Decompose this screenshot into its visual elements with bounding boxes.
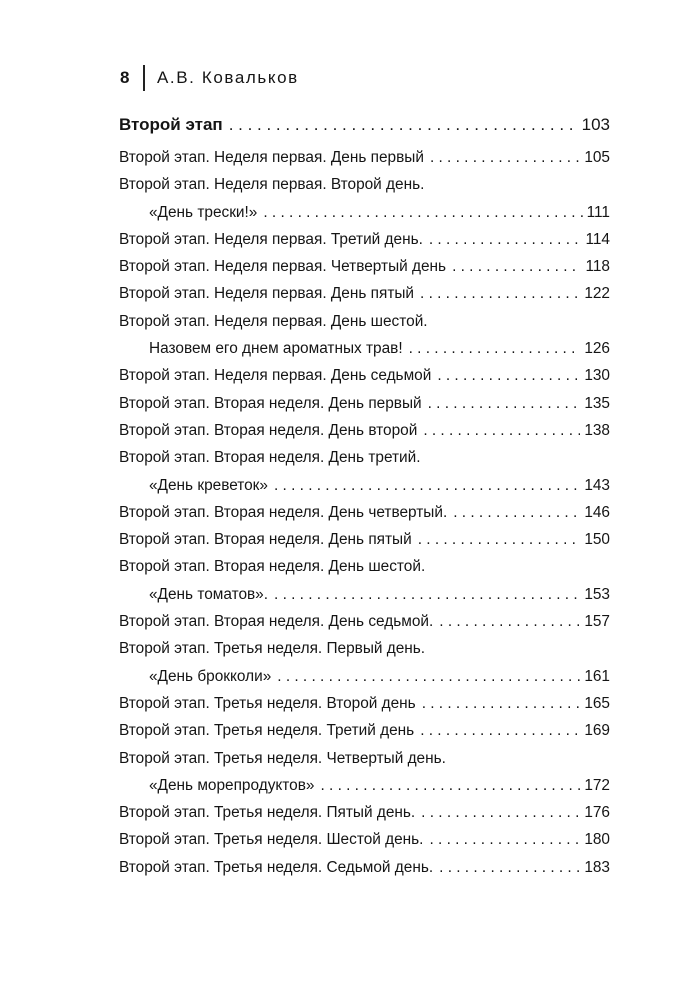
header-divider — [143, 65, 145, 91]
toc-entry-page: 111 — [586, 203, 610, 221]
toc-entry — [119, 690, 610, 717]
dot-leader — [439, 854, 580, 881]
toc-entry — [119, 444, 610, 499]
toc-entry-title: Второй этап. Неделя первая. Третий день. — [119, 230, 423, 248]
toc-entry-page: 153 — [584, 585, 610, 603]
running-head — [120, 64, 299, 92]
toc-entry — [119, 253, 610, 280]
toc-entry-title: «День морепродуктов» — [149, 776, 315, 794]
toc-entry-page: 138 — [584, 421, 610, 439]
toc-entry-title: Второй этап. Неделя первая. День шестой. — [119, 312, 428, 330]
toc-entry-page: 161 — [584, 667, 610, 685]
toc-entry-line — [119, 608, 610, 635]
dot-leader — [409, 335, 581, 362]
toc-entry-title: Второй этап. Вторая неделя. День третий. — [119, 449, 421, 467]
toc-entry-title: Второй этап. Третья неделя. Седьмой день. — [119, 858, 434, 876]
toc-entry-page: 114 — [585, 230, 610, 248]
toc-entry-line — [119, 253, 610, 280]
toc-section-page: 103 — [581, 115, 610, 134]
toc-entry-line — [119, 417, 610, 444]
dot-leader — [263, 199, 582, 226]
dot-leader — [421, 799, 580, 826]
toc-entry — [119, 635, 610, 690]
toc-entry — [119, 553, 610, 608]
toc-section-title: Второй этап — [119, 115, 223, 134]
toc-entry-page: 183 — [584, 858, 610, 876]
toc-entry-title: Второй этап. Третья неделя. Третий день — [119, 722, 415, 740]
toc-entry-title: Второй этап. Вторая неделя. День второй — [119, 421, 418, 439]
toc-entry-title: Второй этап. Вторая неделя. День четвертый. — [119, 503, 448, 521]
toc-entry — [119, 717, 610, 744]
toc-entry-line — [119, 171, 610, 198]
table-of-contents — [119, 110, 610, 881]
toc-entry-page: 180 — [584, 831, 610, 849]
toc-entry — [119, 171, 610, 226]
toc-entry-title: Второй этап. Третья неделя. Второй день — [119, 694, 416, 712]
author-name: А.В. Ковальков — [156, 68, 299, 87]
toc-entry-line — [119, 553, 610, 580]
toc-entry-line — [119, 335, 610, 362]
toc-entry-page: 176 — [584, 804, 610, 822]
toc-entry-page: 169 — [584, 722, 610, 740]
toc-entry — [119, 799, 610, 826]
toc-entry-line — [119, 444, 610, 471]
dot-leader — [229, 110, 578, 139]
toc-entry-line — [119, 362, 610, 389]
dot-leader — [453, 499, 580, 526]
toc-section-heading — [119, 110, 610, 139]
dot-leader — [428, 390, 581, 417]
toc-entry-title: «День трески!» — [149, 203, 258, 221]
dot-leader — [430, 144, 580, 171]
toc-entry-title: Назовем его днем ароматных трав! — [149, 340, 403, 358]
dot-leader — [423, 417, 580, 444]
toc-entry-line — [119, 635, 610, 662]
toc-entry-title: Второй этап. Неделя первая. День седьмой — [119, 367, 432, 385]
toc-entry-page: 135 — [584, 394, 610, 412]
dot-leader — [274, 581, 580, 608]
toc-entry-title: Второй этап. Вторая неделя. День седьмой. — [119, 613, 434, 631]
toc-entry — [119, 417, 610, 444]
toc-entry-page: 122 — [584, 285, 610, 303]
toc-entry — [119, 826, 610, 853]
toc-entry — [119, 608, 610, 635]
toc-entry — [119, 390, 610, 417]
toc-entry — [119, 526, 610, 553]
toc-entry-title: Второй этап. Вторая неделя. День шестой. — [119, 558, 426, 576]
dot-leader — [274, 472, 580, 499]
toc-entry-line — [119, 390, 610, 417]
dot-leader — [420, 717, 580, 744]
toc-entry-title: Второй этап. Третья неделя. Первый день. — [119, 640, 426, 658]
toc-entry — [119, 854, 610, 881]
dot-leader — [439, 608, 580, 635]
toc-entry-title: «День брокколи» — [149, 667, 272, 685]
toc-entry-line — [119, 144, 610, 171]
toc-entry-line — [119, 472, 610, 499]
toc-entry-line — [119, 745, 610, 772]
dot-leader — [452, 253, 581, 280]
toc-entry-page: 126 — [584, 340, 610, 358]
dot-leader — [277, 663, 580, 690]
toc-entry-line — [119, 581, 610, 608]
toc-entry-line — [119, 308, 610, 335]
page-number: 8 — [120, 68, 130, 87]
toc-entry-line — [119, 226, 610, 253]
dot-leader — [422, 690, 581, 717]
toc-entry-title: Второй этап. Неделя первая. День пятый — [119, 285, 415, 303]
toc-entries — [119, 144, 610, 881]
toc-entry — [119, 280, 610, 307]
toc-entry-page: 146 — [584, 503, 610, 521]
dot-leader — [420, 280, 580, 307]
toc-entry-line — [119, 199, 610, 226]
toc-entry-line — [119, 799, 610, 826]
toc-entry-title: Второй этап. Неделя первая. День первый — [119, 149, 424, 166]
toc-entry-page: 172 — [584, 776, 610, 794]
toc-entry-line — [119, 526, 610, 553]
toc-entry-line — [119, 826, 610, 853]
toc-entry-title: «День томатов». — [149, 585, 269, 603]
toc-entry — [119, 499, 610, 526]
dot-leader — [320, 772, 580, 799]
toc-entry — [119, 308, 610, 363]
toc-entry-page: 130 — [584, 367, 610, 385]
dot-leader — [418, 526, 581, 553]
toc-entry-page: 150 — [584, 531, 610, 549]
toc-entry-line — [119, 854, 610, 881]
toc-entry — [119, 362, 610, 389]
toc-entry-title: Второй этап. Третья неделя. Шестой день. — [119, 831, 424, 849]
toc-entry-page: 143 — [584, 476, 610, 494]
toc-entry-title: Второй этап. Третья неделя. Пятый день. — [119, 804, 416, 822]
toc-entry-line — [119, 280, 610, 307]
dot-leader — [429, 826, 580, 853]
toc-entry-line — [119, 690, 610, 717]
toc-entry-line — [119, 499, 610, 526]
toc-entry-page: 118 — [585, 258, 610, 276]
toc-entry-page: 157 — [584, 613, 610, 631]
toc-entry-line — [119, 772, 610, 799]
dot-leader — [429, 226, 582, 253]
toc-entry — [119, 144, 610, 171]
toc-entry — [119, 745, 610, 800]
toc-entry-title: Второй этап. Неделя первая. Четвертый день — [119, 258, 447, 276]
toc-entry-page: 105 — [584, 149, 610, 166]
toc-entry-title: Второй этап. Вторая неделя. День пятый — [119, 531, 412, 549]
toc-entry-title: «День креветок» — [149, 476, 268, 494]
dot-leader — [437, 362, 580, 389]
toc-entry-title: Второй этап. Вторая неделя. День первый — [119, 394, 422, 412]
toc-entry — [119, 226, 610, 253]
toc-entry-title: Второй этап. Неделя первая. Второй день. — [119, 176, 425, 194]
toc-entry-title: Второй этап. Третья неделя. Четвертый день. — [119, 749, 446, 767]
toc-entry-page: 165 — [584, 694, 610, 712]
toc-entry-line — [119, 663, 610, 690]
toc-entry-line — [119, 717, 610, 744]
